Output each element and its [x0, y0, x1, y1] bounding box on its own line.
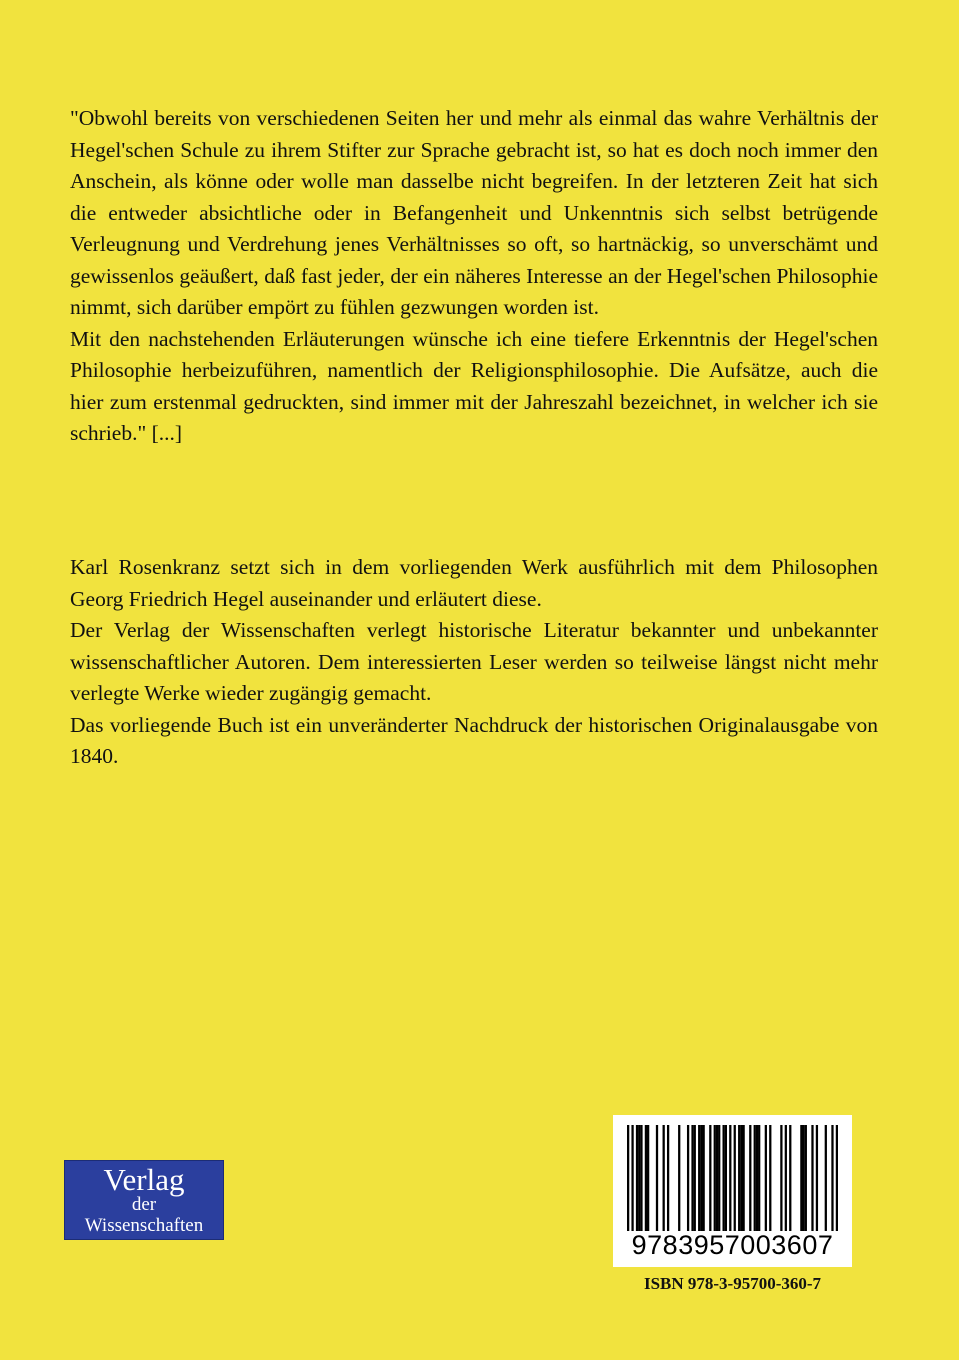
barcode-bar	[703, 1125, 705, 1231]
barcode-bar	[663, 1125, 665, 1231]
barcode-bar	[716, 1125, 718, 1231]
barcode-bar	[789, 1125, 791, 1231]
barcode-bar	[627, 1125, 629, 1231]
barcode-bar	[656, 1125, 658, 1231]
barcode-bar	[749, 1125, 751, 1231]
barcode-bar	[805, 1125, 807, 1231]
barcode-bar	[678, 1125, 680, 1231]
barcode-bar	[742, 1125, 744, 1231]
publisher-logo	[64, 1160, 224, 1240]
description-paragraph-2: Der Verlag der Wissenschaften verlegt historische Literatur bekannter und unbekannter wissenschaftlicher Autoren. Dem interessierten Leser werden so teilweise längst nicht mehr verlegte Werke wieder zugängig gemacht.	[70, 618, 878, 705]
barcode-bar	[738, 1125, 740, 1231]
barcode-bar	[802, 1125, 804, 1231]
barcode-bar	[816, 1125, 818, 1231]
isbn-label: ISBN 978-3-95700-360-7	[643, 1274, 822, 1293]
barcode-bar	[691, 1125, 693, 1231]
description-paragraph-1: Karl Rosenkranz setzt sich in dem vorliegenden Werk ausführlich mit dem Philosophen Georg Friedrich Hegel auseinander und erläutert diese.	[70, 555, 878, 611]
barcode-bar	[723, 1125, 725, 1231]
quote-paragraph-2: Mit den nachstehenden Erläuterungen wünsche ich eine tiefere Erkenntnis der Hegel'schen Philosophie herbeizuführen, namentlich der Religionsphilosophie. Die Aufsätze, auch die hier zum erstenmal gedruckten, sind immer mit der Jahreszahl bezeichnet, in welcher ich sie schrieb." [...]	[70, 326, 878, 445]
barcode-bar	[667, 1125, 669, 1231]
barcode-bar	[687, 1125, 689, 1231]
quote-block	[70, 103, 878, 450]
barcode-bar	[756, 1125, 758, 1231]
barcode-bar	[647, 1125, 649, 1231]
barcode-bar	[780, 1125, 782, 1231]
description-block	[70, 552, 878, 773]
barcode-bar	[645, 1125, 647, 1231]
barcode-bar	[769, 1125, 771, 1231]
barcode-bar	[831, 1125, 833, 1231]
barcode-bar	[725, 1125, 727, 1231]
barcode-bar	[714, 1125, 716, 1231]
barcode-bar	[631, 1125, 633, 1231]
description-paragraph-3: Das vorliegende Buch ist ein unveränderter Nachdruck der historischen Originalausgabe von 1840.	[70, 712, 878, 768]
barcode-bar	[709, 1125, 711, 1231]
barcode-bar	[785, 1125, 787, 1231]
barcode-bar	[640, 1125, 642, 1231]
barcode-bar	[718, 1125, 720, 1231]
logo-line-verlag: Verlag	[103, 1162, 185, 1197]
barcode-bar	[740, 1125, 742, 1231]
barcode-bars-icon	[627, 1125, 838, 1231]
barcode-bar	[698, 1125, 700, 1231]
barcode-bar	[694, 1125, 696, 1231]
barcode-bar	[754, 1125, 756, 1231]
barcode	[613, 1115, 852, 1267]
barcode-bar	[811, 1125, 813, 1231]
logo-line-wissenschaften: Wissenschaften	[84, 1215, 204, 1236]
barcode-bar	[734, 1125, 736, 1231]
barcode-bar	[700, 1125, 702, 1231]
barcode-bar	[765, 1125, 767, 1231]
barcode-bar	[638, 1125, 640, 1231]
barcode-bar	[800, 1125, 802, 1231]
barcode-bar	[636, 1125, 638, 1231]
logo-line-der: der	[131, 1194, 157, 1215]
barcode-bar	[836, 1125, 838, 1231]
quote-paragraph-1: "Obwohl bereits von verschiedenen Seiten her und mehr als einmal das wahre Verhältnis der Hegel'schen Schule zu ihrem Stifter zur Sprache gebracht ist, so hat es doch noch immer den Anschein, als könne oder wolle man dasselbe nicht begreifen. In der letzteren Zeit hat sich die entweder absichtliche oder in Befangenheit und Unkenntnis sich selbst betrügende Verleugnung und Verdrehung jenes Verhältnisses so oft, so hartnäckig, so unverschämt und gewissenlos geäußert, daß fast jeder, der ein näheres Interesse an der Hegel'schen Philosophie nimmt, sich darüber empört zu fühlen gezwungen worden ist.	[70, 106, 878, 319]
barcode-bar	[729, 1125, 731, 1231]
barcode-digits: 9783957003607	[631, 1230, 834, 1260]
barcode-bar	[825, 1125, 827, 1231]
barcode-bar	[758, 1125, 760, 1231]
